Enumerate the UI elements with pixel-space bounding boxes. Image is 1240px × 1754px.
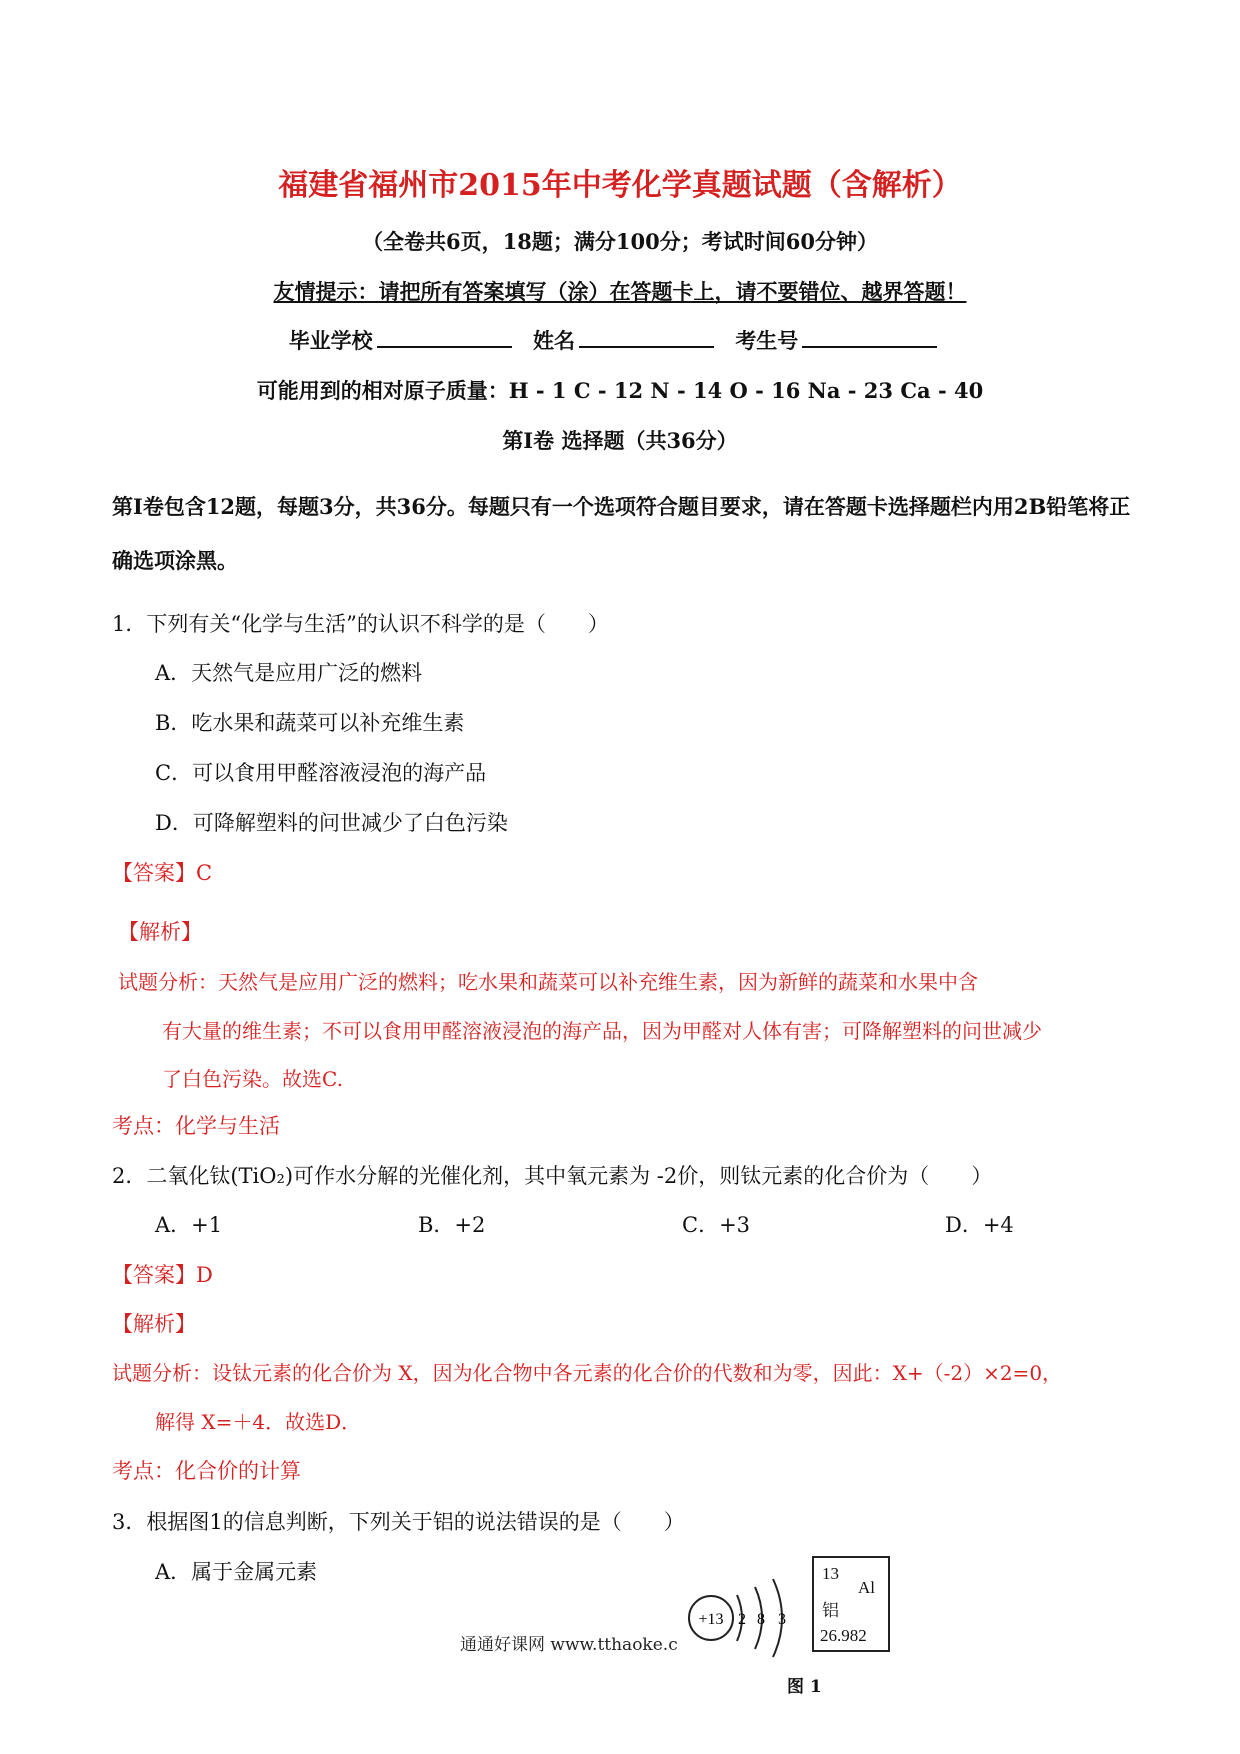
question-2-option-b: B．+2: [418, 1213, 486, 1237]
element-symbol: Al: [858, 1578, 875, 1597]
friendly-notice: 友情提示：请把所有答案填写（涂）在答题卡上，请不要错位、越界答题！: [273, 279, 967, 304]
nucleus-charge: +13: [698, 1611, 724, 1628]
question-1-option-c: C．可以食用甲醛溶液浸泡的海产品: [155, 761, 487, 785]
question-1-option-a: A．天然气是应用广泛的燃料: [155, 661, 423, 685]
section-title: 第Ⅰ卷 选择题（共36分）: [502, 428, 738, 453]
student-fields: [0, 325, 1240, 355]
question-2-stem: 2．二氧化钛(TiO₂)可作水分解的光催化剂，其中氧元素为 -2价，则钛元素的化合价为（ ）: [112, 1164, 993, 1188]
question-1-topic: 考点：化学与生活: [112, 1114, 280, 1138]
element-name: 铝: [822, 1601, 839, 1620]
atomic-masses: 可能用到的相对原子质量：H - 1 C - 12 N - 14 O - 16 Na - 23 Ca - 40: [256, 378, 984, 403]
question-2-answer: 【答案】D: [112, 1263, 213, 1287]
shell-3-electrons: 3: [778, 1611, 786, 1628]
question-1-analysis-line: 有大量的维生素；不可以食用甲醛溶液浸泡的海产品，因为甲醛对人体有害；可降解塑料的问世减少: [162, 1019, 1042, 1043]
page-title: 福建省福州市2015年中考化学真题试题（含解析）: [278, 168, 962, 203]
question-1-option-d: D．可降解塑料的问世减少了白色污染: [155, 811, 508, 835]
question-2-option-a: A．+1: [155, 1213, 223, 1237]
school-label: 毕业学校: [288, 328, 373, 353]
question-1-analysis-line: 试题分析：天然气是应用广泛的燃料；吃水果和蔬菜可以补充维生素，因为新鲜的蔬菜和水果中含: [118, 970, 978, 994]
atomic-number: 13: [822, 1564, 839, 1583]
section-instructions: 第Ⅰ卷包含12题，每题3分，共36分。每题只有一个选项符合题目要求，请在答题卡选择题栏内用2B铅笔将正确选项涂黑。: [112, 494, 1131, 573]
question-1-analysis-label: 【解析】: [118, 920, 202, 944]
periodic-element-card: [812, 1556, 890, 1652]
question-2-analysis-line: 解得 X=＋4．故选D．: [155, 1410, 362, 1434]
name-blank: [579, 326, 714, 348]
exam-number-blank: [802, 326, 937, 348]
atomic-mass: 26.982: [820, 1626, 867, 1645]
question-1-analysis-line: 了白色污染。故选C.: [162, 1067, 343, 1091]
question-2-analysis-label: 【解析】: [112, 1312, 196, 1336]
name-label: 姓名: [533, 328, 575, 353]
question-2-topic: 考点：化合价的计算: [112, 1459, 301, 1483]
shell-2-electrons: 8: [757, 1611, 765, 1628]
exam-number-label: 考生号: [735, 328, 799, 353]
question-3-option-a: A．属于金属元素: [155, 1560, 318, 1584]
question-2-option-c: C．+3: [682, 1213, 751, 1237]
school-blank: [377, 326, 512, 348]
aluminum-atom-diagram: [685, 1575, 805, 1661]
question-3-stem: 3．根据图1的信息判断，下列关于铝的说法错误的是（ ）: [112, 1510, 685, 1534]
question-2-analysis-line: 试题分析：设钛元素的化合价为 X，因为化合物中各元素的化合价的代数和为零，因此：X+（-2）×2=0，: [112, 1361, 1063, 1385]
question-1-stem: 1．下列有关“化学与生活”的认识不科学的是（ ）: [112, 612, 609, 636]
figure-caption: 图 1: [787, 1677, 822, 1697]
question-2-option-d: D．+4: [945, 1213, 1014, 1237]
footer-watermark: 通通好课网 www.tthaoke.c: [460, 1635, 678, 1655]
shell-1-electrons: 2: [738, 1611, 746, 1628]
question-1-answer: 【答案】C: [112, 861, 213, 885]
question-1-option-b: B．吃水果和蔬菜可以补充维生素: [155, 711, 465, 735]
exam-info: （全卷共6页，18题；满分100分；考试时间60分钟）: [362, 229, 878, 254]
